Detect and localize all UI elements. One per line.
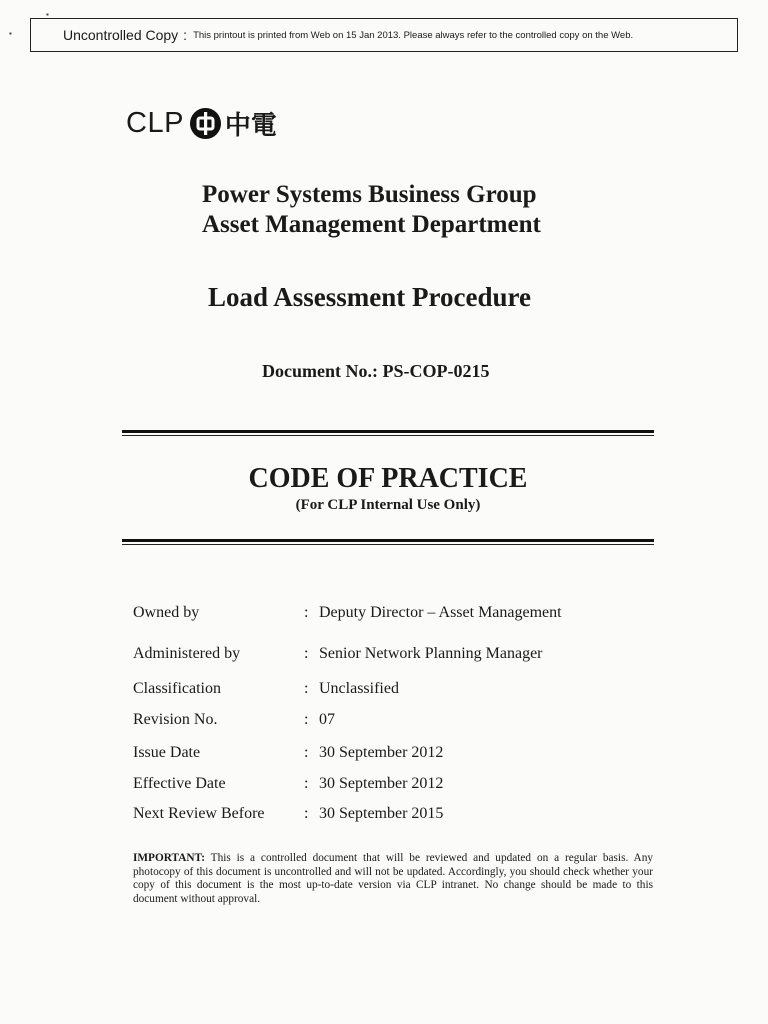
- metadata-key: Administered by: [133, 645, 241, 662]
- clp-emblem-icon: [190, 108, 221, 139]
- metadata-value: Deputy Director – Asset Management: [319, 604, 562, 621]
- clp-logo: [126, 105, 277, 142]
- metadata-value: 30 September 2015: [319, 805, 444, 822]
- document-number: Document No.: PS-COP-0215: [262, 361, 490, 381]
- logo-cjk-text: 中電: [224, 111, 277, 141]
- divider-bottom: [122, 539, 654, 545]
- metadata-value: Senior Network Planning Manager: [319, 645, 543, 662]
- divider-top: [122, 430, 654, 436]
- org-line-2: Asset Management Department: [202, 211, 541, 238]
- metadata-key: Classification: [133, 680, 221, 697]
- metadata-key: Revision No.: [133, 711, 218, 728]
- important-notice: [133, 852, 653, 906]
- important-label: IMPORTANT:: [133, 852, 205, 864]
- metadata-colon: :: [304, 805, 309, 822]
- metadata-colon: :: [304, 711, 309, 728]
- metadata-key: Issue Date: [133, 744, 201, 761]
- code-of-practice-heading: CODE OF PRACTICE: [248, 463, 528, 494]
- document-title: Load Assessment Procedure: [208, 282, 531, 312]
- metadata-colon: :: [304, 680, 309, 697]
- important-text: This is a controlled document that will be reviewed and updated on a regular basis. Any photocopy of this document is uncontrolled and will not be updated. Accordingly, you should check whether your copy of this document is the most up-to-date version via CLP intranet. No change should be made to this document without approval.: [133, 852, 654, 905]
- metadata-value: 07: [319, 711, 335, 728]
- uncontrolled-copy-banner: [30, 18, 738, 52]
- metadata-key: Effective Date: [133, 775, 226, 792]
- metadata-value: 30 September 2012: [319, 744, 444, 761]
- metadata-colon: :: [304, 775, 309, 792]
- banner-label: Uncontrolled Copy: [63, 27, 179, 43]
- scan-mark: ▪: [9, 29, 12, 38]
- internal-use-subheading: (For CLP Internal Use Only): [295, 497, 481, 513]
- banner-note: This printout is printed from Web on 15 Jan 2013. Please always refer to the controlled copy on the Web.: [193, 29, 634, 41]
- metadata-value: Unclassified: [319, 680, 399, 697]
- banner-separator: :: [183, 27, 188, 43]
- metadata-colon: :: [304, 604, 309, 621]
- scan-mark: ▪: [46, 10, 49, 19]
- org-line-1: Power Systems Business Group: [202, 181, 537, 208]
- metadata-key: Next Review Before: [133, 805, 265, 822]
- logo-text: CLP: [126, 107, 184, 139]
- metadata-colon: :: [304, 744, 309, 761]
- metadata-key: Owned by: [133, 604, 200, 621]
- metadata-colon: :: [304, 645, 309, 662]
- metadata-value: 30 September 2012: [319, 775, 444, 792]
